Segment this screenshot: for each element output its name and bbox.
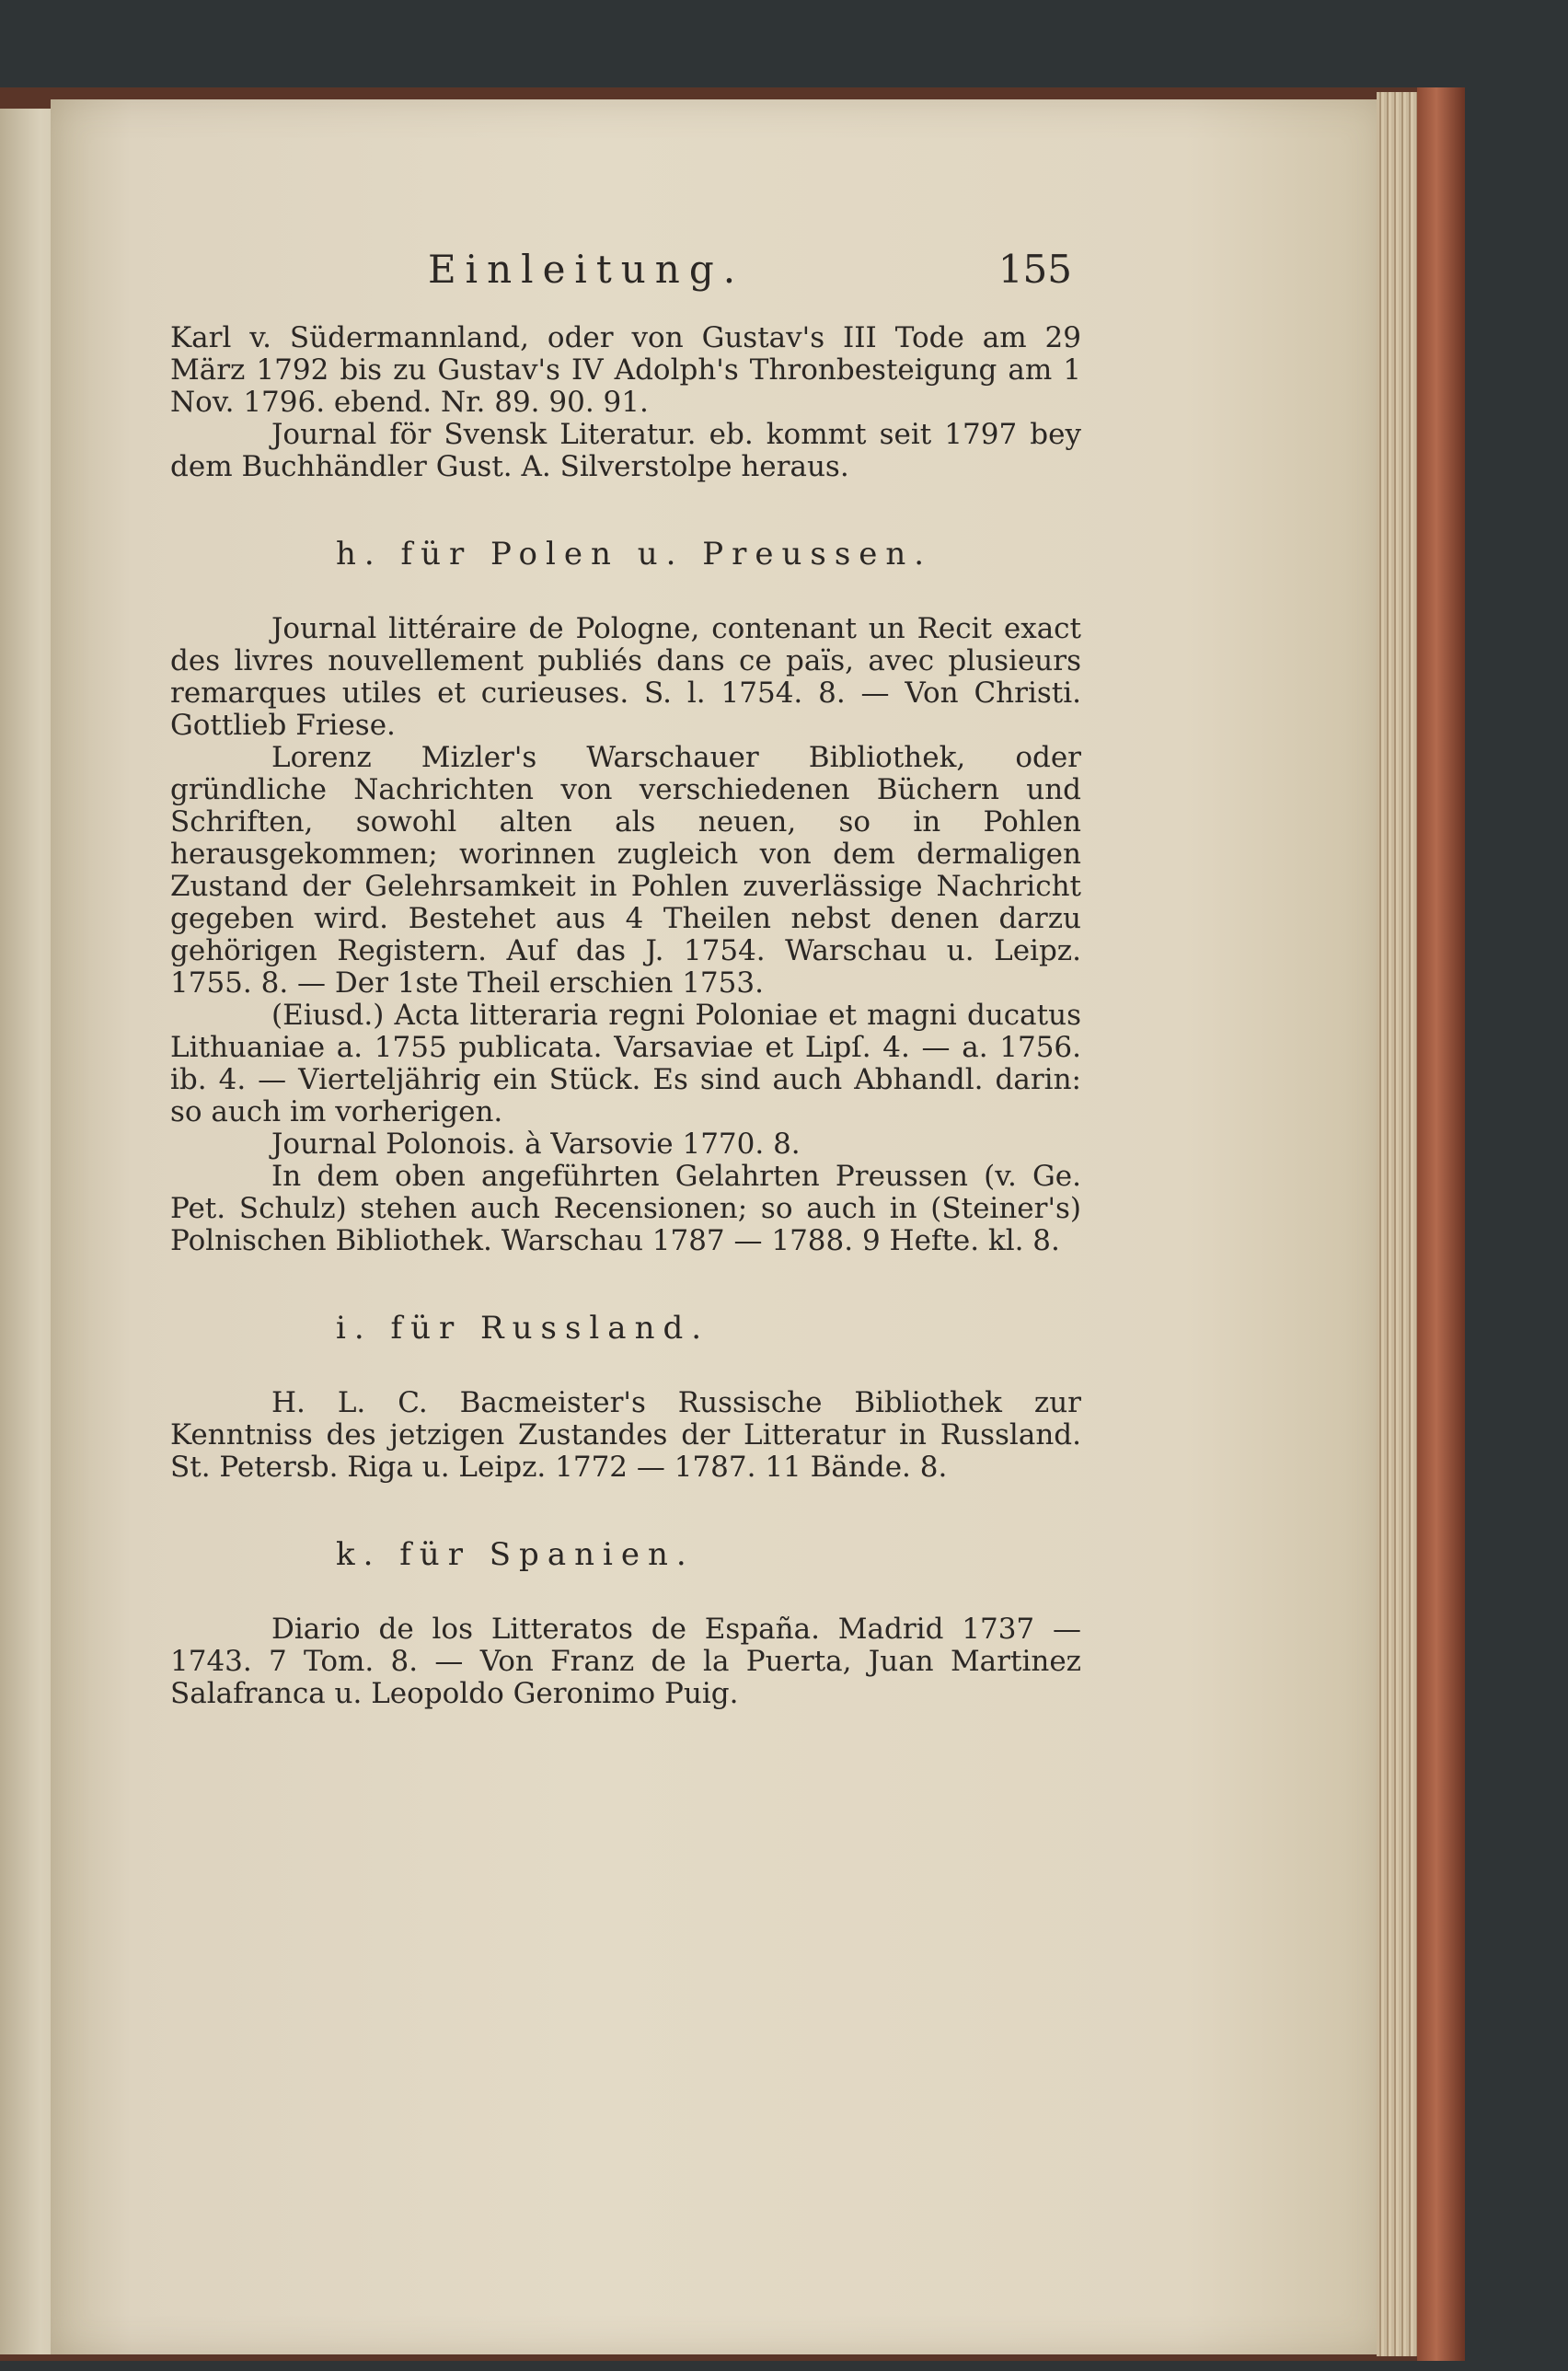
paragraph: Karl v. Südermannland, oder von Gustav's III Tode am 29 März 1792 bis zu Gustav's IV Adolph's Thronbesteigung am 1 Nov. 1796. ebend. Nr. 89. 90. 91. (170, 321, 1081, 419)
running-header (428, 247, 1072, 292)
paragraph: Journal littéraire de Pologne, contenant un Recit exact des livres nouvellement publiés dans ce païs, avec plusieurs remarques utiles et curieuses. S. l. 1754. 8. — Von Christi. Gottlieb Friese. (170, 612, 1081, 742)
paragraph: H. L. C. Bacmeister's Russische Bibliothek zur Kenntniss des jetzigen Zustandes der Litteratur in Russland. St. Petersb. Riga u. Leipz. 1772 — 1787. 11 Bände. 8. (170, 1386, 1081, 1484)
paragraph: In dem oben angeführten Gelahrten Preussen (v. Ge. Pet. Schulz) stehen auch Recensionen; so auch in (Steiner's) Polnischen Bibliothek. Warschau 1787 — 1788. 9 Hefte. kl. 8. (170, 1160, 1081, 1257)
paragraph: Journal för Svensk Literatur. eb. kommt seit 1797 bey dem Buchhändler Gust. A. Silverstolpe heraus. (170, 418, 1081, 483)
page-text (170, 247, 1081, 1710)
section-title: h. für Polen u. Preussen. (336, 536, 933, 573)
section-title: i. für Russland. (336, 1310, 710, 1347)
page-number: 155 (997, 247, 1072, 292)
header-title: Einleitung. (428, 247, 745, 292)
paragraph: Journal Polonois. à Varsovie 1770. 8. (271, 1128, 801, 1161)
paragraph: (Eiusd.) Acta litteraria regni Poloniae et magni ducatus Lithuaniae a. 1755 publicata. Varsaviae et Lipſ. 4. — a. 1756. ib. 4. — Vierteljährig ein Stück. Es sind auch Abhandl. darin: so auch im vorherigen. (170, 999, 1081, 1128)
paragraph: Diario de los Litteratos de España. Madrid 1737 — 1743. 7 Tom. 8. — Von Franz de la Puerta, Juan Martinez Salafranca u. Leopoldo Geronimo Puig. (170, 1613, 1081, 1710)
section-title: k. für Spanien. (336, 1536, 695, 1573)
binding (1417, 87, 1465, 2361)
paragraph: Lorenz Mizler's Warschauer Bibliothek, oder gründliche Nachrichten von verschiedenen Büchern und Schriften, sowohl alten als neuen, so in Pohlen herausgekommen; worinnen zugleich von dem dermaligen Zustand der Gelehrsamkeit in Pohlen zuverlässige Nachricht gegeben wird. Bestehet aus 4 Theilen nebst denen darzu gehörigen Registern. Auf das J. 1754. Warschau u. Leipz. 1755. 8. — Der 1ste Theil erschien 1753. (170, 741, 1081, 1000)
